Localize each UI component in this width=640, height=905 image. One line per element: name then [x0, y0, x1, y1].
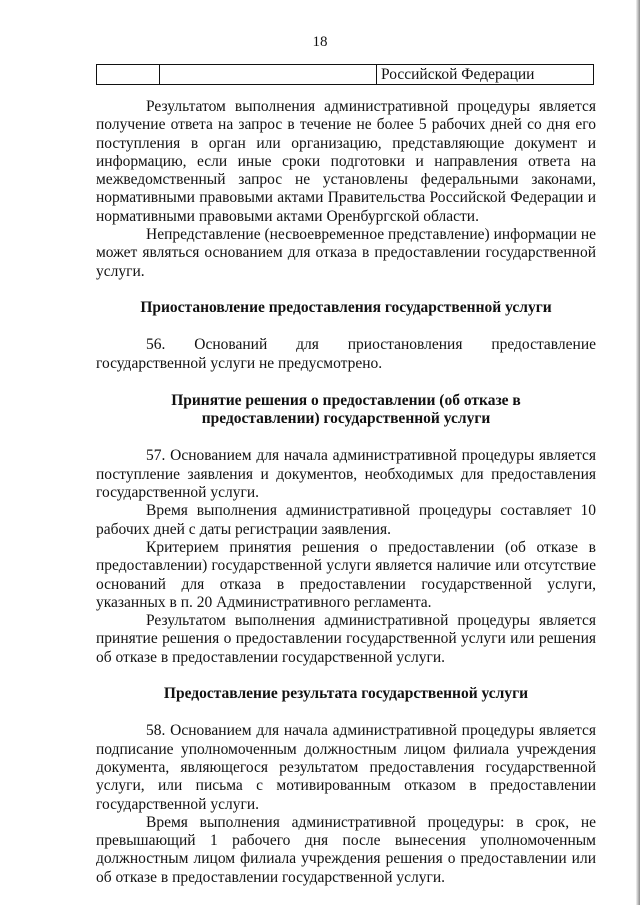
table-cell-1	[97, 65, 160, 85]
paragraph: Время выполнения административной процедуры составляет 10 рабочих дней с даты регистрации заявления.	[96, 502, 596, 538]
page-edge-shadow	[636, 0, 640, 905]
page-number: 18	[312, 34, 328, 50]
table-cell-2	[160, 65, 377, 85]
document-body	[96, 98, 596, 887]
paragraph: Результатом выполнения административной процедуры является принятие решения о предоставлении государственной услуги или решения об отказе в предоставлении государственной услуги.	[96, 612, 596, 666]
section-heading: Принятие решения о предоставлении (об отказе в предоставлении) государственной услуги	[171, 391, 521, 428]
paragraph: Непредставление (несвоевременное представление) информации не может являться основанием для отказа в предоставлении государственной услуги.	[96, 226, 597, 280]
header-table	[96, 64, 594, 85]
paragraph: 56. Оснований для приостановления предоставление государственной услуги не предусмотрено.	[96, 336, 596, 372]
paragraph: Критерием принятия решения о предоставлении (об отказе в предоставлении) государственной услуги является наличие или отсутствие оснований для отказа в предоставлении государственной услуги, указанных в п. 20 Административного регламента.	[96, 538, 596, 611]
paragraph: Время выполнения административной процедуры: в срок, не превышающий 1 рабочего дня после вынесения уполномоченным должностным лицом филиала учреждения решения о предоставлении или об отказе в предоставлении государственной услуги.	[96, 813, 596, 886]
paragraph: Результатом выполнения административной процедуры является получение ответа на запрос в течение не более 5 рабочих дней со дня его поступления в орган или организацию, представляющие документ и информацию, если иные сроки подготовки и направления ответа на межведомственный запрос не установлены федеральными законами, нормативными правовыми актами Правительства Российской Федерации и нормативными правовыми актами Оренбургской области.	[96, 98, 596, 225]
section-heading: Приостановление предоставления государственной услуги	[140, 298, 552, 316]
paragraph: 57. Основанием для начала административной процедуры является поступление заявления и документов, необходимых для предоставления государственной услуги.	[96, 447, 596, 502]
paragraph: 58. Основанием для начала административной процедуры является подписание уполномоченным должностным лицом филиала учреждения документа, являющегося результатом предоставления государственной услуги, или письма с мотивированным отказом в предоставлении государственной услуги.	[96, 722, 596, 813]
table-row	[97, 65, 594, 85]
table-cell-3: Российской Федерации	[377, 65, 594, 85]
section-heading: Предоставление результата государственной услуги	[163, 685, 529, 703]
